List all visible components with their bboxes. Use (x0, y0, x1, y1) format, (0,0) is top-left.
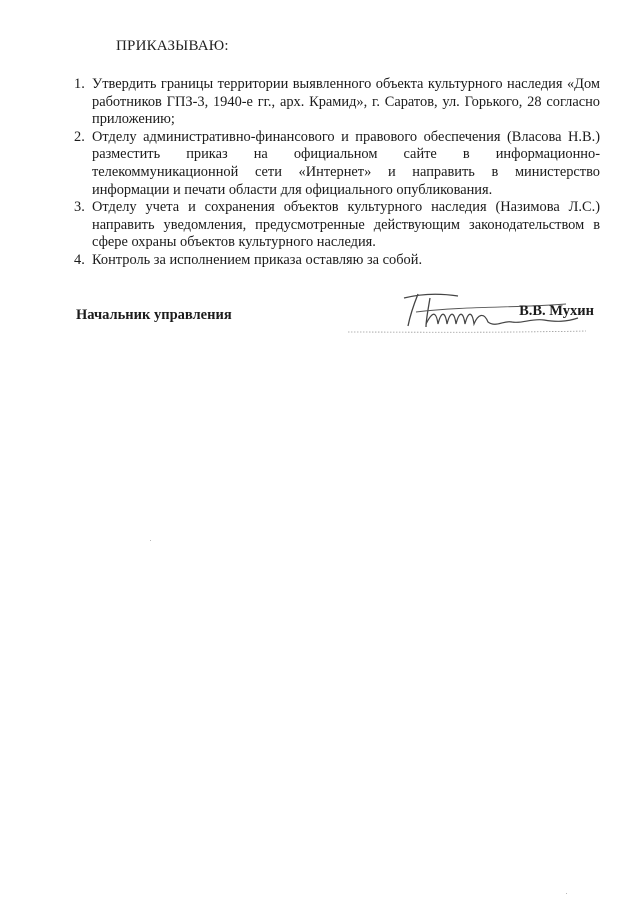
order-heading: ПРИКАЗЫВАЮ: (116, 38, 229, 54)
order-item-text: Отделу учета и сохранения объектов культурного наследия (Назимова Л.С.) направить уведомления, предусмотренные действующим законодательством в сфере охраны объектов культурного наследия. (92, 199, 600, 251)
order-item-text: Отделу административно-финансового и правового обеспечения (Власова Н.В.) разместить приказ на официальном сайте в информационно-телекоммуникационной сети «Интернет» и направить в министерство информации и печати области для официального опубликования. (92, 128, 600, 198)
order-item-4 (72, 252, 600, 270)
scan-speck (150, 540, 151, 541)
order-item-3 (72, 199, 600, 252)
order-item-number: 1. (74, 76, 85, 92)
order-item-text: Контроль за исполнением приказа оставляю за собой. (92, 251, 423, 268)
order-item-2 (72, 129, 600, 199)
signature-block (76, 300, 596, 340)
signatory-position: Начальник управления (76, 307, 232, 323)
order-item-1 (72, 76, 600, 129)
order-item-number: 3. (74, 199, 85, 216)
order-item-text: Утвердить границы территории выявленного объекта культурного наследия «Дом работников ГПЗ-3, 1940-е гг., арх. Крамид», г. Саратов, ул. Горького, 28 согласно приложению; (92, 76, 600, 128)
signatory-name: В.В. Мухин (519, 303, 594, 319)
order-items-list (72, 76, 600, 270)
scan-speck (566, 893, 567, 894)
order-item-number: 2. (74, 128, 85, 145)
order-item-number: 4. (74, 251, 85, 268)
